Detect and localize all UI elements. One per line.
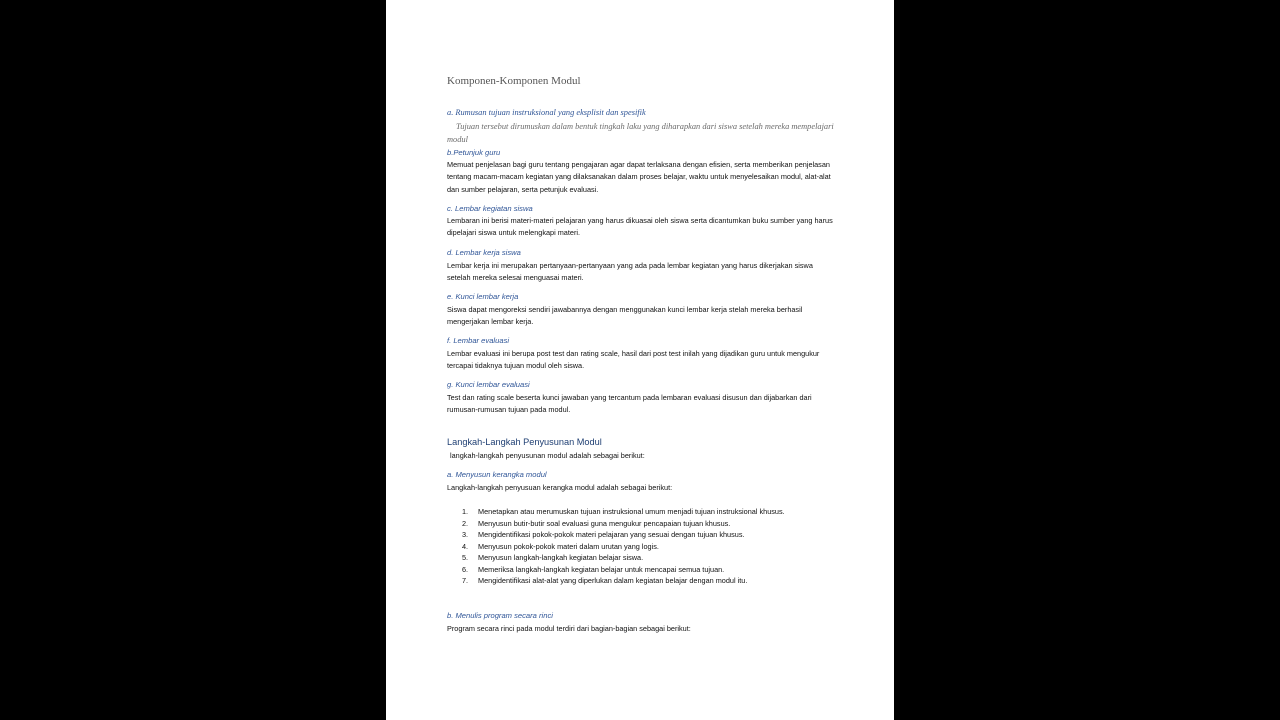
component-heading-b: b.Petunjuk guru xyxy=(447,148,501,157)
steps-list xyxy=(447,506,835,587)
list-item xyxy=(447,506,835,518)
list-text: Menyusun langkah-langkah kegiatan belajar siswa. xyxy=(478,553,644,562)
section-title-langkah: Langkah-Langkah Penyusunan Modul xyxy=(447,437,602,447)
list-text: Memeriksa langkah-langkah kegiatan belajar untuk mencapai semua tujuan. xyxy=(478,564,725,574)
document-page xyxy=(386,0,894,720)
list-number: 1. xyxy=(462,507,469,516)
component-text-c: Lembaran ini berisi materi-materi pelajaran yang harus dikuasai oleh siswa serta dicantumkan buku sumber yang harus dipelajari siswa untuk melengkapi materi. xyxy=(447,216,833,238)
list-number: 2. xyxy=(462,518,469,528)
component-heading-d: d. Lembar kerja siswa xyxy=(447,248,521,257)
subsection-intro-b: Program secara rinci pada modul terdiri dari bagian-bagian sebagai berikut: xyxy=(447,624,691,633)
component-text-a: Tujuan tersebut dirumuskan dalam bentuk tingkah laku yang diharapkan dari siswa setelah mereka mempelajari modul xyxy=(447,122,834,144)
list-item xyxy=(447,564,835,576)
component-heading-a: a. Rumusan tujuan instruksional yang eksplisit dan spesifik xyxy=(447,108,646,117)
list-number: 4. xyxy=(462,541,469,551)
list-number: 6. xyxy=(462,564,469,574)
component-text-b: Memuat penjelasan bagi guru tentang pengajaran agar dapat terlaksana dengan efisien, serta memberikan penjelasan tentang macam-macam kegiatan yang dilaksanakan dalam proses belajar, waktu untuk menyelesaikan modul, alat-alat dan sumber pelajaran, serta petunjuk evaluasi. xyxy=(447,160,831,194)
list-item xyxy=(447,541,835,553)
list-number: 7. xyxy=(462,576,469,585)
list-text: Menetapkan atau merumuskan tujuan instruksional umum menjadi tujuan instruksional khusus. xyxy=(478,507,785,516)
list-item xyxy=(447,518,835,530)
list-text: Mengidentifikasi pokok-pokok materi pelajaran yang sesuai dengan tujuan khusus. xyxy=(478,530,745,539)
list-text: Menyusun pokok-pokok materi dalam urutan yang logis. xyxy=(478,541,659,551)
subsection-heading-b: b. Menulis program secara rinci xyxy=(447,611,553,620)
component-text-f: Lembar evaluasi ini berupa post test dan rating scale, hasil dari post test inilah yang dijadikan guru untuk mengukur tercapai tidaknya tujuan modul oleh siswa. xyxy=(447,349,820,371)
component-heading-c: c. Lembar kegiatan siswa xyxy=(447,204,533,213)
component-text-d: Lembar kerja ini merupakan pertanyaan-pertanyaan yang ada pada lembar kegiatan yang harus dikerjakan siswa setelah mereka selesai menguasai materi. xyxy=(447,261,813,283)
list-text: Menyusun butir-butir soal evaluasi guna mengukur pencapaian tujuan khusus. xyxy=(478,518,731,528)
document-title: Komponen-Komponen Modul xyxy=(447,75,581,87)
subsection-heading-a: a. Menyusun kerangka modul xyxy=(447,470,547,479)
component-heading-f: f. Lembar evaluasi xyxy=(447,336,510,345)
component-heading-e: e. Kunci lembar kerja xyxy=(447,292,519,301)
subsection-intro-a: Langkah-langkah penyusuan kerangka modul adalah sebagai berikut: xyxy=(447,483,673,492)
section-intro: langkah-langkah penyusunan modul adalah sebagai berikut: xyxy=(450,451,645,460)
component-text-g: Test dan rating scale beserta kunci jawaban yang tercantum pada lembaran evaluasi disusun dan dijabarkan dari rumusan-rumusan tujuan pada modul. xyxy=(447,393,812,415)
list-item xyxy=(447,575,835,587)
component-text-e: Siswa dapat mengoreksi sendiri jawabannya dengan menggunakan kunci lembar kerja stelah mereka berhasil mengerjakan lembar kerja. xyxy=(447,305,803,327)
list-item xyxy=(447,552,835,564)
list-number: 3. xyxy=(462,530,469,539)
component-heading-g: g. Kunci lembar evaluasi xyxy=(447,380,530,389)
list-text: Mengidentifikasi alat-alat yang diperlukan dalam kegiatan belajar dengan modul itu. xyxy=(478,576,748,585)
list-item xyxy=(447,529,835,541)
list-number: 5. xyxy=(462,553,469,562)
